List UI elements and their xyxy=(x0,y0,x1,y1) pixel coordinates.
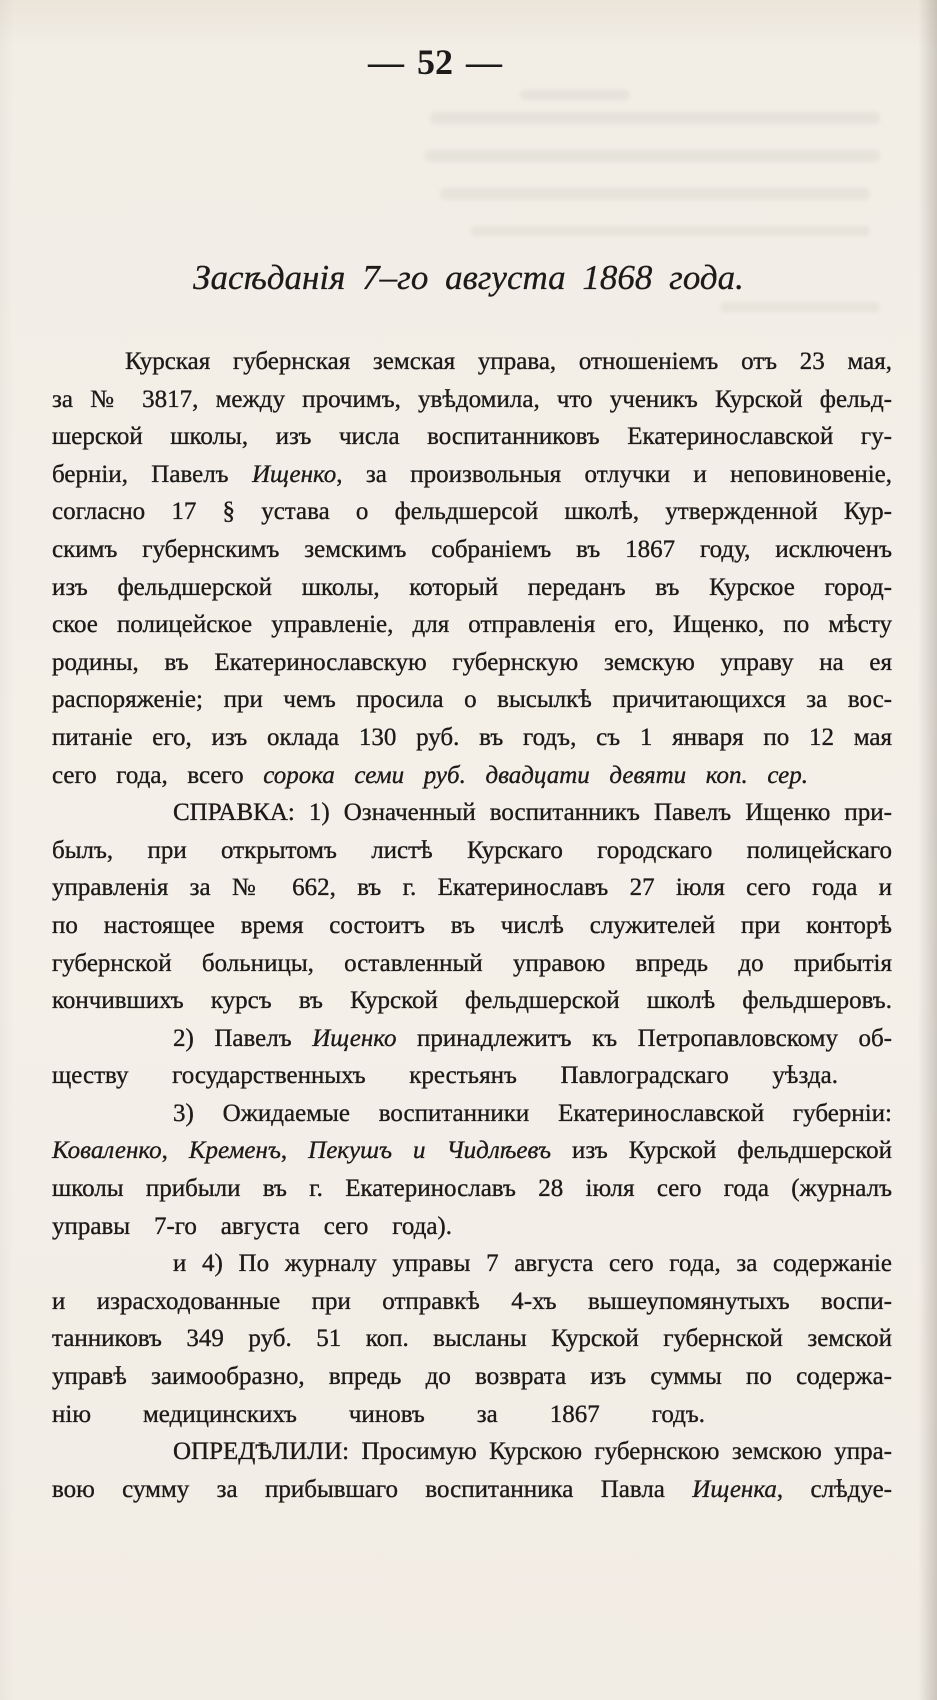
body-line-22 xyxy=(52,1132,892,1170)
body-line-18 xyxy=(52,982,892,1020)
body-line-21 xyxy=(173,1095,892,1133)
line-text: изъ фельдшерской школы, который переданъ въ Курское город- xyxy=(52,573,892,601)
line-text: принадлежитъ къ Петропавловскому об- xyxy=(417,1024,893,1052)
line-text: питаніе его, изъ оклада 130 руб. въ годъ, съ 1 января по 12 мая xyxy=(52,723,892,751)
paragraph-spravka-3 xyxy=(52,1095,892,1245)
section-title: Засѣданія 7–го августа 1868 года. xyxy=(193,258,744,297)
italic-name: Ищенко xyxy=(312,1024,397,1052)
body-line-27 xyxy=(52,1320,892,1358)
line-text: распоряженіе; при чемъ просила о высылкѣ причитающихся за вос- xyxy=(52,686,892,714)
body-line-28 xyxy=(52,1358,892,1396)
line-text: 2) Павелъ xyxy=(173,1024,292,1052)
body-line-4 xyxy=(52,456,892,494)
line-text: ществу государственныхъ крестьянъ Павлоградскаго уѣзда. xyxy=(52,1062,838,1090)
line-text: управы 7-го августа сего года). xyxy=(52,1212,452,1240)
body-line-3 xyxy=(52,418,892,456)
paragraph-spravka-4 xyxy=(52,1245,892,1433)
line-text: СПРАВКА: 1) Означенный воспитанникъ Павелъ Ищенко при- xyxy=(173,799,892,827)
line-text: согласно 17 § устава о фельдшерсой школѣ, утвержденной Кур- xyxy=(52,498,892,526)
body-line-9 xyxy=(52,644,892,682)
body-line-11 xyxy=(52,719,892,757)
bleed-through-mark xyxy=(470,226,870,236)
bleed-through-mark xyxy=(720,302,880,312)
line-text: изъ Курской фельдшерской xyxy=(572,1137,893,1165)
line-text: и 4) По журналу управы 7 августа сего года, за содержаніе xyxy=(173,1250,892,1278)
line-text: управленія за № 662, въ г. Екатеринославъ 27 іюля сего года и xyxy=(52,874,892,902)
line-text: вою сумму за прибывшаго воспитанника Павла xyxy=(52,1475,665,1503)
body-line-25 xyxy=(173,1245,892,1283)
line-text: губернской больницы, оставленный управою впредь до прибытія xyxy=(52,949,892,977)
body-line-24 xyxy=(52,1208,452,1246)
line-text: танниковъ 349 руб. 51 коп. высланы Курской губернской земской xyxy=(52,1325,892,1353)
body-line-20 xyxy=(52,1057,838,1095)
body-line-19 xyxy=(173,1020,892,1058)
line-text: , слѣдуе- xyxy=(776,1475,892,1503)
body-line-10 xyxy=(52,681,892,719)
body-line-6 xyxy=(52,531,892,569)
body-line-23 xyxy=(52,1170,892,1208)
page-number: — 52 — xyxy=(368,42,502,82)
italic-name: Кременъ xyxy=(188,1137,281,1165)
line-text: школы прибыли въ г. Екатеринославъ 28 іюля сего года (журналъ xyxy=(52,1175,892,1203)
body-text xyxy=(52,343,892,1508)
body-line-31 xyxy=(52,1471,892,1509)
line-text: 3) Ожидаемые воспитанники Екатеринославской губерніи: xyxy=(173,1099,892,1127)
body-line-29 xyxy=(52,1396,705,1434)
italic-amount: сорока семи руб. двадцати девяти коп. сер. xyxy=(263,761,808,789)
line-text: , xyxy=(280,1137,288,1165)
body-line-30 xyxy=(173,1433,892,1471)
italic-name: Коваленко xyxy=(52,1137,162,1165)
body-line-1 xyxy=(125,343,892,381)
body-line-16 xyxy=(52,907,892,945)
line-text: управѣ заимообразно, впредь до возврата изъ суммы по содержа- xyxy=(52,1363,892,1391)
body-line-14 xyxy=(52,832,892,870)
line-text: нію медицинскихъ чиновъ за 1867 годъ. xyxy=(52,1400,705,1428)
body-line-8 xyxy=(52,606,892,644)
line-text: сего года, всего xyxy=(52,761,244,789)
line-text: шерской школы, изъ числа воспитанниковъ Екатеринославской гу- xyxy=(52,423,892,451)
line-text: Курская губернская земская управа, отношеніемъ отъ 23 мая, xyxy=(125,348,892,375)
line-text: родины, въ Екатеринославскую губернскую земскую управу на ея xyxy=(52,648,892,676)
body-line-15 xyxy=(52,869,892,907)
line-text: скимъ губернскимъ земскимъ собраніемъ въ 1867 году, исключенъ xyxy=(52,535,892,563)
body-line-13 xyxy=(173,794,892,832)
line-text: кончившихъ курсъ въ Курской фельдшерской школѣ фельдшеровъ. xyxy=(52,987,892,1015)
paragraph-intro xyxy=(52,343,892,794)
line-text: ОПРЕДѢЛИЛИ: Просимую Курскою губернскою земскою упра- xyxy=(173,1438,892,1466)
bleed-through-mark xyxy=(440,188,870,200)
line-text: и израсходованные при отправкѣ 4-хъ вышеупомянутыхъ воспи- xyxy=(52,1287,892,1315)
bleed-through-mark xyxy=(425,150,880,162)
line-text: берніи, Павелъ xyxy=(52,460,229,488)
line-text: былъ, при открытомъ листѣ Курскаго городскаго полицейскаго xyxy=(52,836,892,864)
italic-name: Пекушъ и Чидлѣевъ xyxy=(308,1137,551,1165)
paragraph-spravka-2 xyxy=(52,1020,892,1095)
paragraph-resolution xyxy=(52,1433,892,1508)
body-line-7 xyxy=(52,569,892,607)
italic-name: Ищенко xyxy=(251,460,337,488)
line-text: , xyxy=(161,1137,168,1165)
bleed-through-mark xyxy=(430,112,880,124)
body-line-5 xyxy=(52,493,892,531)
line-text: по настоящее время состоитъ въ числѣ служителей при конторѣ xyxy=(52,911,892,939)
bleed-through-mark xyxy=(520,90,630,100)
paragraph-spravka-1 xyxy=(52,794,892,1020)
italic-name: Ищенка xyxy=(692,1475,777,1503)
line-text: за № 3817, между прочимъ, увѣдомила, что ученикъ Курской фельд- xyxy=(52,385,892,413)
body-line-26 xyxy=(52,1283,892,1321)
line-text: ское полицейское управленіе, для отправленія его, Ищенко, по мѣсту xyxy=(52,611,892,639)
body-line-12 xyxy=(52,757,808,795)
line-text: , за произвольныя отлучки и неповиновеніе, xyxy=(336,460,893,488)
body-line-17 xyxy=(52,945,892,983)
body-line-2 xyxy=(52,381,892,419)
